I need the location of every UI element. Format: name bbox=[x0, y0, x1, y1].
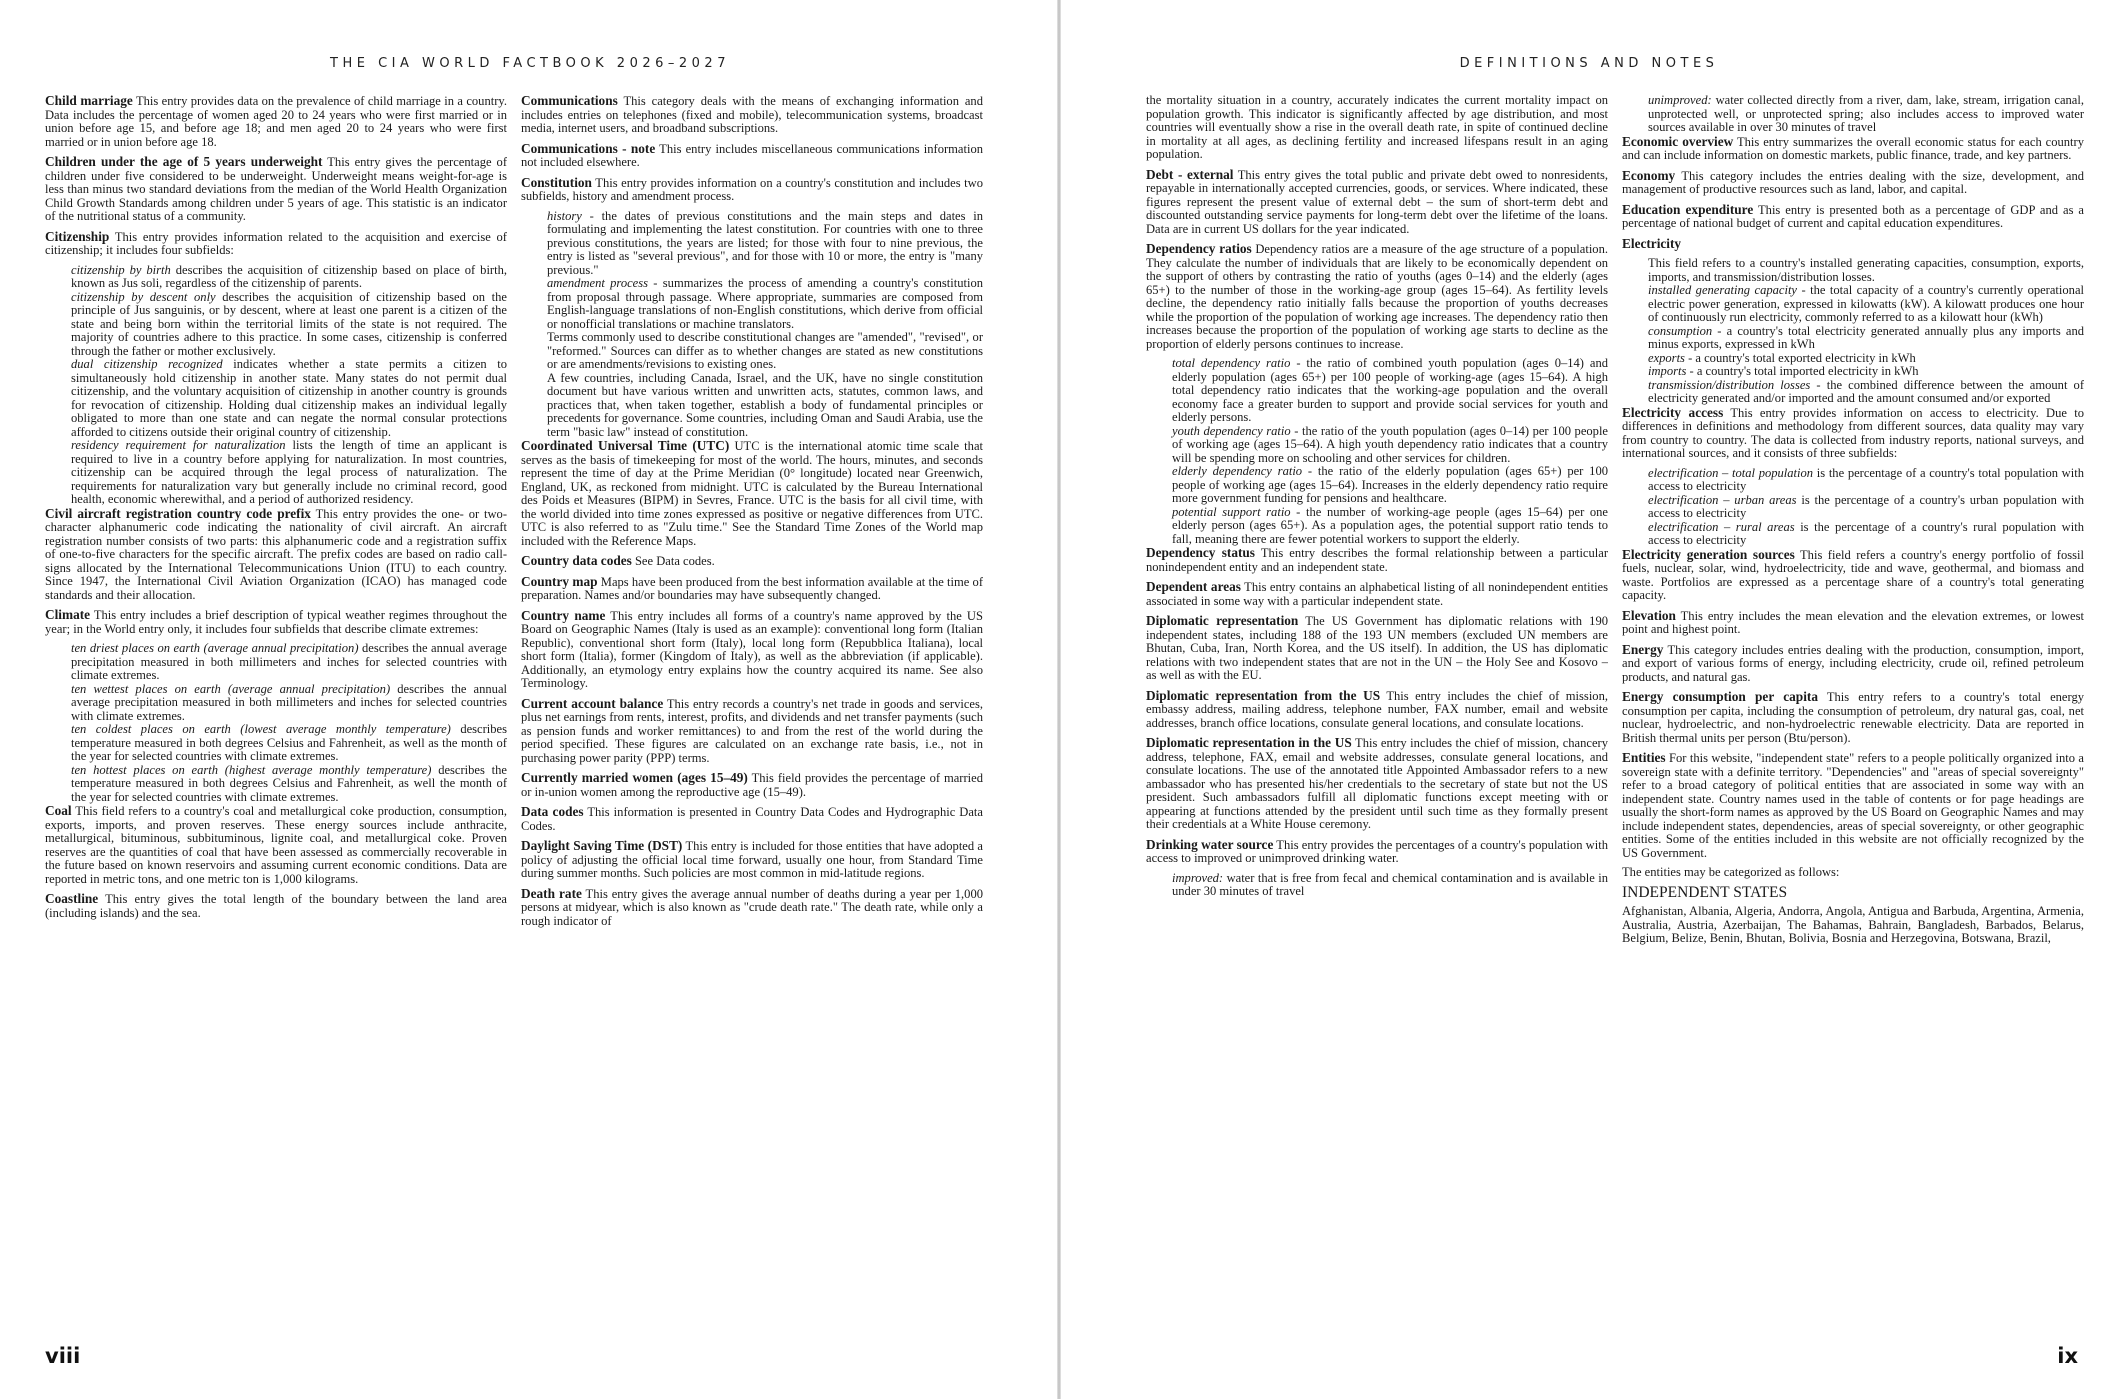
subfield-text: the ratio of combined youth population (ages 0–14) and elderly population (ages 65+) per 100 people of working-age (ages 15–64). A high total dependency ratio indicates that the working-age population and the overall economy face a greater burden to support and provide social services for youth and elderly persons. bbox=[1172, 356, 1608, 424]
glossary-entry bbox=[521, 887, 983, 929]
subfield-text: water collected directly from a river, dam, lake, stream, irrigation canal, unprotected well, or unprotected spring; also includes access to improved water sources available in over 30 minutes of travel bbox=[1648, 94, 2084, 134]
glossary-entry bbox=[1146, 546, 1608, 574]
subfield-definition bbox=[1648, 257, 2084, 284]
subfield-text: This field refers to a country's installed generating capacities, consumption, exports, imports, and transmission/distribution losses. bbox=[1648, 256, 2084, 284]
glossary-entry bbox=[1622, 203, 2084, 231]
entry-text: This entry is included for those entities that have adopted a policy of adjusting the official local time forward, usually one hour, from Standard Time during summer months. Such policies are most common in mid-latitude regions. bbox=[521, 839, 983, 880]
subfield-text: describes temperature measured in both degrees Celsius and Fahrenheit, as well as the month of the year for selected countries with climate extremes. bbox=[71, 722, 507, 763]
entry-term: Electricity generation sources bbox=[1622, 546, 1795, 562]
glossary-entry bbox=[1622, 169, 2084, 197]
glossary-entry bbox=[45, 507, 507, 603]
entry-text: This entry gives the average annual number of deaths during a year per 1,000 persons at midyear, which is also known as "crude death rate." The death rate, while only a rough indicator of bbox=[521, 886, 983, 928]
glossary-entry bbox=[45, 155, 507, 224]
entry-term: Citizenship bbox=[45, 228, 110, 244]
entry-term: Education expenditure bbox=[1622, 201, 1754, 217]
entry-text: This entry includes the chief of mission, embassy address, mailing address, telephone number, FAX number, email and website addresses, branch office locations, consulate general locations, and consulate locations. bbox=[1146, 688, 1608, 730]
entry-term: Elevation bbox=[1622, 607, 1676, 623]
subfield-definition bbox=[1648, 284, 2084, 325]
entry-text: This entry includes miscellaneous communications information not included elsewhere. bbox=[521, 141, 983, 169]
subfield-text: a country's total electricity generated annually plus any imports and minus exports, expressed in kWh bbox=[1648, 323, 2084, 351]
left-column-2 bbox=[521, 94, 983, 1334]
entry-term: Diplomatic representation in the US bbox=[1146, 735, 1352, 750]
section-heading: INDEPENDENT STATES bbox=[1622, 883, 1788, 901]
subfield-label: unimproved: bbox=[1648, 94, 1712, 107]
subfield-definition bbox=[547, 372, 983, 440]
right-column-1 bbox=[1146, 94, 1608, 1334]
subfield-label: youth dependency ratio - bbox=[1172, 423, 1299, 438]
entry-text: This entry gives the percentage of children under five considered to be underweight. Underweight means weight-for-age is less than minus two standard deviations from the median of the World Health Organization Child Growth Standards among children under 5 years of age. This statistic is an indicator of the nutritional status of a community. bbox=[45, 155, 507, 223]
subfield-definition bbox=[1648, 94, 2084, 135]
glossary-entry bbox=[1622, 135, 2084, 163]
subfield-definition bbox=[1172, 357, 1608, 425]
subfield-definition bbox=[547, 277, 983, 331]
entry-text: This entry includes all forms of a country's name approved by the US Board on Geographic Names (Italy is used as an example): conventional long form (Italian Republic), conventional short form (Italy), local long form (Repubblica Italiana), local short form (Italia), former (Kingdom of Italy), as well as the abbreviation (if applicable). Additionally, an etymology entry explains how the country acquired its name. See also Terminology. bbox=[521, 608, 983, 690]
glossary-entry bbox=[1622, 866, 2084, 880]
glossary-entry bbox=[45, 804, 507, 886]
subfield-label: citizenship by birth bbox=[71, 262, 171, 277]
entry-term: Debt - external bbox=[1146, 166, 1234, 182]
subfield-label: ten wettest places on earth (average annual precipitation) bbox=[71, 681, 391, 696]
entry-term: Energy consumption per capita bbox=[1622, 689, 1818, 704]
glossary-entry bbox=[521, 554, 983, 569]
page-number-left: viii bbox=[45, 1344, 81, 1368]
glossary-entry bbox=[45, 230, 507, 258]
entry-term: Child marriage bbox=[45, 94, 133, 108]
subfield-label: exports - bbox=[1648, 350, 1693, 365]
glossary-entry bbox=[521, 575, 983, 603]
entry-term: Civil aircraft registration country code prefix bbox=[45, 505, 311, 521]
subfield-label: consumption - bbox=[1648, 323, 1722, 338]
entry-text: This entry contains an alphabetical listing of all nonindependent entities associated in some way with a particular independent state. bbox=[1146, 580, 1608, 608]
subfield-definition bbox=[1648, 365, 2084, 379]
glossary-entry bbox=[521, 142, 983, 170]
subfield-text: describes the temperature measured in both degrees Celsius and Fahrenheit, as well the month of the year for selected countries with climate extremes. bbox=[71, 762, 507, 804]
subfield-text: is the percentage of a country's rural population with access to electricity bbox=[1648, 519, 2084, 547]
glossary-entry bbox=[1146, 614, 1608, 683]
glossary-entry bbox=[521, 439, 983, 548]
subfield-definition bbox=[1648, 325, 2084, 352]
entry-term: Dependency ratios bbox=[1146, 241, 1252, 256]
entry-text: This entry provides information on a country's constitution and includes two subfields, history and amendment process. bbox=[521, 175, 983, 203]
glossary-entry bbox=[1622, 690, 2084, 745]
subfield-definition bbox=[71, 264, 507, 291]
subfield-definition bbox=[1172, 465, 1608, 506]
entry-text: This category deals with the means of exchanging information and includes entries on telephones (fixed and mobile), telecommunication systems, broadcast media, internet users, and broadband subscriptions. bbox=[521, 94, 983, 135]
subfield-label: transmission/distribution losses - bbox=[1648, 377, 1821, 392]
entry-term: Economy bbox=[1622, 167, 1676, 183]
subfield-definition bbox=[547, 331, 983, 372]
glossary-entry bbox=[1622, 548, 2084, 603]
subfield-text: is the percentage of a country's total population with access to electricity bbox=[1648, 465, 2084, 493]
subfield-text: the ratio of the elderly population (ages 65+) per 100 people of working age (ages 15–64). Increases in the elderly dependency ratio require more government funding for pensions and healthcare. bbox=[1172, 464, 1608, 505]
entry-text: This entry provides information on access to electricity. Due to differences in definitions and methodology from different sources, data quality may vary from country to country. The data is collected from industry reports, national surveys, and international sources, and it consists of three subfields: bbox=[1622, 405, 2084, 460]
entry-text: This entry provides data on the prevalence of child marriage in a country. Data includes the percentage of women aged 20 to 24 years who were first married or in union before age 15, and before age 18; and men aged 20 to 24 years who were first married or in union before age 18. bbox=[45, 94, 507, 149]
entry-term: Country data codes bbox=[521, 553, 632, 568]
entry-term: Drinking water source bbox=[1146, 836, 1274, 852]
entry-text: This field refers to a country's coal and metallurgical coke production, consumption, exports, imports, and proven reserves. These energy sources include anthracite, metallurgical, bituminous, subbituminous, lignite coal, and metallurgical coke. Proven reserves are the quantities of coal that have been assessed as commercially recoverable in the future based on known reservoirs and assuming current economic conditions. Data are reported in metric tons, and one metric ton is 1,000 kilograms. bbox=[45, 804, 507, 886]
entry-term: Diplomatic representation from the US bbox=[1146, 687, 1381, 703]
subfield-label: imports - bbox=[1648, 364, 1694, 378]
entry-term: Electricity access bbox=[1622, 404, 1724, 420]
entry-text: This entry summarizes the overall economic status for each country and can include information on domestic markets, public finance, trade, and key partners. bbox=[1622, 134, 2084, 162]
entry-term: Climate bbox=[45, 607, 91, 622]
subfield-definition bbox=[71, 683, 507, 724]
subfield-text: indicates whether a state permits a citizen to simultaneously hold citizenship in another state. Many states do not permit dual citizenship, and the voluntary acquisition of citizenship in another country is grounds for revocation of citizenship. Holding dual citizenship makes an individual legally obligated to more than one state and can negate the normal consular protections afforded to citizens outside their original country of citizenship. bbox=[71, 357, 507, 439]
entry-term: Dependency status bbox=[1146, 545, 1255, 560]
page-number-right: ix bbox=[2057, 1344, 2078, 1368]
entry-text: See Data codes. bbox=[634, 554, 715, 568]
glossary-entry bbox=[1622, 609, 2084, 637]
entry-term: Electricity bbox=[1622, 235, 1682, 251]
running-head-left: THE CIA WORLD FACTBOOK 2026–2027 bbox=[330, 56, 730, 71]
subfield-definition bbox=[1172, 872, 1608, 899]
entry-term: Currently married women (ages 15–49) bbox=[521, 770, 748, 785]
entry-term: Communications bbox=[521, 94, 618, 108]
subfield-label: elderly dependency ratio - bbox=[1172, 464, 1313, 478]
entry-text: This entry provides information related to the acquisition and exercise of citizenship; it includes four subfields: bbox=[45, 229, 507, 257]
entry-text: This entry records a country's net trade in goods and services, plus net earnings from rents, interest, profits, and dividends and net transfer payments (such as pension funds and worker remittances) to and from the rest of the world during the period specified. These figures are calculated on an exchange rate basis, i.e., not in purchasing power parity (PPP) terms. bbox=[521, 696, 983, 765]
glossary-entry bbox=[45, 892, 507, 920]
entry-text: This entry provides the percentages of a country's population with access to improved or unimproved drinking water. bbox=[1146, 837, 1608, 865]
subfield-text: a country's total exported electricity in kWh bbox=[1695, 350, 1916, 365]
subfield-definition bbox=[1648, 467, 2084, 494]
glossary-entry bbox=[1622, 237, 2084, 252]
glossary-entry bbox=[521, 771, 983, 799]
glossary-entry bbox=[1146, 580, 1608, 608]
entry-text: This entry includes the chief of mission, chancery address, telephone, FAX, email and website addresses, consulate general locations, and consulate locations. The use of the annotated title Appointed Ambassador refers to a new ambassador who has presented his/her credentials to the secretary of state but not the US president. Such ambassadors fulfill all diplomatic functions except meeting with or appearing at functions attended by the president until such time as they formally present their credentials at a White House ceremony. bbox=[1146, 736, 1608, 831]
subfield-text: is the percentage of a country's urban population with access to electricity bbox=[1648, 492, 2084, 520]
subfield-label: history - bbox=[547, 208, 594, 223]
subfield-text: the dates of previous constitutions and the main steps and dates in formulating and implementing the latest constitution. For countries with one to three previous constitutions, the years are listed; for those with four to nine previous, the entry is listed as "several previous", and for those with 10 or more, the entry is "many previous." bbox=[547, 208, 983, 277]
entry-term: Coordinated Universal Time (UTC) bbox=[521, 438, 730, 453]
entry-term: Country name bbox=[521, 607, 606, 623]
entry-text: UTC is the international atomic time scale that serves as the basis of timekeeping for most of the world. The hours, minutes, and seconds represent the time of day at the Prime Meridian (0° longitude) located near Greenwich, England, UK, as reckoned from midnight. UTC is calculated by the Bureau International des Poids et Measures (BIPM) in Sevres, France. UTC is the basis for all civil time, with the world divided into time zones expressed as positive or negative differences from UTC. UTC is also referred to as "Zulu time." See the Standard Time Zones of the World map included with the Reference Maps. bbox=[521, 439, 983, 548]
entry-text: This entry gives the total length of the boundary between the land area (including islands) and the sea. bbox=[45, 892, 507, 920]
entry-text: This information is presented in Country Data Codes and Hydrographic Data Codes. bbox=[521, 805, 983, 833]
subfield-definition bbox=[1648, 521, 2084, 548]
subfield-label: citizenship by descent only bbox=[71, 289, 216, 304]
subfield-text: the total capacity of a country's currently operational electric power generation, expressed in kilowatts (kW). A kilowatt produces one hour of continuously run electricity, commonly referred to as a kilowatt hour (kWh) bbox=[1648, 283, 2084, 324]
glossary-entry bbox=[1622, 751, 2084, 860]
entry-term: Constitution bbox=[521, 174, 592, 190]
glossary-entry bbox=[521, 609, 983, 691]
entry-term: Coastline bbox=[45, 891, 99, 906]
entry-text: This entry provides the one- or two-character alphanumeric code indicating the nationality of civil aircraft. An aircraft registration number consists of two parts: this alphanumeric code and a registration suffix of one-to-five characters for the specific aircraft. The prefix codes are based on radio call-signs allocated by the International Telecommunications Union (ITU) to each country. Since 1947, the International Civil Aviation Organization (ICAO) has managed code standards and their allocation. bbox=[45, 506, 507, 602]
entry-term: Country map bbox=[521, 573, 598, 589]
subfield-definition bbox=[71, 358, 507, 439]
entry-text: For this website, "independent state" refers to a people politically organized into a sovereign state with a definite territory. "Dependencies" and "areas of special sovereignty" refer to a broad category of political entities that are associated in some way with an independent state. Country names used in the table of contents or for page headings are usually the short-form names as approved by the US Board on Geographic Names and may include independent states, dependencies, areas of special sovereignty, or other geographic entities. Some of the entities included in this website are not officially recognized by the US Government. bbox=[1622, 751, 2084, 860]
entry-text: This entry includes the mean elevation and the elevation extremes, or lowest point and highest point. bbox=[1622, 608, 2084, 636]
entry-text: This entry refers to a country's total energy consumption per capita, including the consumption of petroleum, dry natural gas, coal, net nuclear, hydroelectric, and non-hydroelectric renewable electricity. Data are reported in British thermal units per person (Btu/person). bbox=[1622, 690, 2084, 745]
entry-term: Energy bbox=[1622, 641, 1664, 657]
subfield-definition bbox=[71, 439, 507, 507]
subfield-definition bbox=[71, 723, 507, 764]
subfield-text: A few countries, including Canada, Israel, and the UK, have no single constitution document but have various written and unwritten acts, statutes, common laws, and practices that, when taken together, establish a body of fundamental principles or precedents for governance. Some countries, including Oman and Saudi Arabia, use the term "basic law" instead of constitution. bbox=[547, 370, 983, 439]
subfield-label: electrification – total population bbox=[1648, 465, 1814, 480]
entry-text: This category includes entries dealing with the production, consumption, import, and export of various forms of energy, including electricity, crude oil, refined petroleum products, and natural gas. bbox=[1622, 642, 2084, 684]
entry-text: Maps have been produced from the best information available at the time of preparation. Names and/or boundaries may have subsequently changed. bbox=[521, 574, 983, 602]
subfield-definition bbox=[71, 764, 507, 805]
glossary-entry bbox=[1146, 94, 1608, 162]
glossary-entry bbox=[1146, 242, 1608, 351]
subfield-definition bbox=[71, 642, 507, 683]
subfield-text: the ratio of the youth population (ages 0–14) per 100 people of working age (ages 15–64). A high youth dependency ratio indicates that a country will be spending more on schooling and other services for children. bbox=[1172, 423, 1608, 465]
entry-term: Economic overview bbox=[1622, 133, 1734, 149]
glossary-entry bbox=[1622, 643, 2084, 685]
glossary-entry bbox=[521, 697, 983, 766]
right-column-2 bbox=[1622, 94, 2084, 1334]
entry-text: the mortality situation in a country, accurately indicates the current mortality impact on population growth. This indicator is significantly affected by age distribution, and most countries will eventually show a rise in the overall death rate, in spite of continued decline in mortality at all ages, as declining fertility and increased lifespans result in an aging population. bbox=[1146, 94, 1608, 161]
entry-term: Dependent areas bbox=[1146, 579, 1241, 594]
entry-term: Current account balance bbox=[521, 695, 664, 711]
entry-text: This field provides the percentage of married or in-union women among the reproductive age (15–49). bbox=[521, 771, 983, 799]
entry-text: Dependency ratios are a measure of the age structure of a population. They calculate the number of individuals that are likely to be economically dependent on the support of others by contrasting the ratio of youths (ages 0–14) and the elderly (ages 65+) to the number of those in the working-age group (ages 15–64). As fertility levels decline, the dependency ratio initially falls because the proportion of youths decreases while the proportion of the population of working age increases. The dependency ratio then increases because the proportion of the population of working age starts to decline as the proportion of elderly persons continues to increase. bbox=[1146, 242, 1608, 351]
subfield-text: lists the length of time an applicant is required to live in a country before applying for naturalization. In most countries, citizenship can be acquired through the legal process of naturalization. The requirements for naturalization vary but generally include no criminal record, good health, economic wherewithal, and a period of authorized residency. bbox=[71, 438, 507, 506]
entry-text: This entry gives the total public and private debt owed to nonresidents, repayable in internationally accepted currencies, goods, or services. Where indicated, these figures represent the present value of external debt – the sum of short-term debt and discounted outstanding service payments for long-term debt over the lifetime of the loans. Data are in current US dollars for the year indicated. bbox=[1146, 167, 1608, 236]
glossary-entry bbox=[521, 176, 983, 204]
entry-text: Afghanistan, Albania, Algeria, Andorra, Angola, Antigua and Barbuda, Argentina, Armenia, Australia, Austria, Azerbaijan, The Bahamas, Bahrain, Bangladesh, Barbados, Belarus, Belgium, Belize, Benin, Bhutan, Bolivia, Bosnia and Herzegovina, Botswana, Brazil, bbox=[1622, 904, 2084, 945]
subfield-text: describes the annual average precipitation measured in both millimeters and inches for selected countries with climate extremes. bbox=[71, 641, 507, 682]
glossary-entry bbox=[521, 94, 983, 136]
subfield-definition bbox=[1172, 506, 1608, 547]
entry-text: This entry is presented both as a percentage of GDP and as a percentage of national budget of current and capital education expenditures. bbox=[1622, 202, 2084, 230]
subfield-label: dual citizenship recognized bbox=[71, 357, 223, 371]
subfield-definition bbox=[1648, 494, 2084, 521]
entry-text: The US Government has diplomatic relations with 190 independent states, including 188 of the 193 UN members (excluded UN members are Bhutan, Cuba, Iran, North Korea, and the US itself). In addition, the US has diplomatic relations with two independent states that are not in the UN – the Holy See and Kosovo – as well as with the EU. bbox=[1146, 614, 1608, 682]
subfield-text: the combined difference between the amount of electricity generated and/or imported and the amount consumed and/or exported bbox=[1648, 377, 2084, 405]
subfield-text: describes the acquisition of citizenship based on place of birth, known as Jus soli, regardless of the citizenship of parents. bbox=[71, 262, 507, 290]
entry-text: This category includes the entries dealing with the size, development, and management of productive resources such as land, labor, and capital. bbox=[1622, 168, 2084, 196]
subfield-label: electrification – urban areas bbox=[1648, 492, 1797, 507]
subfield-label: ten coldest places on earth (lowest average monthly temperature) bbox=[71, 722, 451, 736]
glossary-entry bbox=[45, 94, 507, 149]
right-page bbox=[1059, 0, 2118, 1399]
entry-term: Daylight Saving Time (DST) bbox=[521, 838, 683, 853]
glossary-entry bbox=[1146, 736, 1608, 832]
subfield-text: water that is free from fecal and chemical contamination and is available in under 30 minutes of travel bbox=[1172, 870, 1608, 898]
running-head-right: DEFINITIONS AND NOTES bbox=[1459, 56, 1719, 71]
subfield-label: electrification – rural areas bbox=[1648, 519, 1795, 534]
subfield-definition bbox=[1648, 352, 2084, 366]
subfield-text: the number of working-age people (ages 15–64) per one elderly person (ages 65+). As a population ages, the potential support ratio tends to fall, meaning there are fewer potential workers to support the elderly. bbox=[1172, 504, 1608, 546]
entry-term: Data codes bbox=[521, 804, 584, 819]
subfield-label: improved: bbox=[1172, 870, 1224, 885]
entry-text: This entry includes a brief description of typical weather regimes throughout the year; in the World entry only, it includes four subfields that describe climate extremes: bbox=[45, 608, 507, 636]
subfield-text: Terms commonly used to describe constitutional changes are "amended", "revised", or "reformed." Sources can differ as to whether changes are stated as new constitutions or are amendments/revisions to existing ones. bbox=[547, 330, 983, 371]
glossary-entry bbox=[1146, 168, 1608, 237]
entry-term: Communications - note bbox=[521, 140, 656, 156]
entry-term: Children under the age of 5 years underweight bbox=[45, 154, 323, 169]
subfield-text: a country's total imported electricity in kWh bbox=[1696, 364, 1919, 378]
glossary-entry bbox=[521, 839, 983, 881]
subfield-text: summarizes the process of amending a country's constitution from proposal through passage. Where appropriate, summaries are composed from English-language translations of non-English constitutions, which derive from official or nonofficial translations or machine translators. bbox=[547, 276, 983, 331]
subfield-label: total dependency ratio - bbox=[1172, 356, 1301, 370]
left-column-1 bbox=[45, 94, 507, 1334]
subfield-label: residency requirement for naturalization bbox=[71, 438, 286, 452]
entry-term: Diplomatic representation bbox=[1146, 613, 1299, 628]
entry-text: This entry describes the formal relationship between a particular nonindependent entity and an independent state. bbox=[1146, 546, 1608, 574]
subfield-label: installed generating capacity - bbox=[1648, 283, 1806, 297]
glossary-entry bbox=[1622, 406, 2084, 461]
subfield-definition bbox=[1172, 425, 1608, 466]
glossary-entry bbox=[1622, 905, 2084, 946]
entry-text: The entities may be categorized as follows: bbox=[1622, 865, 1840, 879]
subfield-definition bbox=[547, 210, 983, 278]
glossary-entry bbox=[1146, 689, 1608, 731]
subfield-text: describes the annual average precipitation measured in both millimeters and inches for selected countries with climate extremes. bbox=[71, 681, 507, 723]
entry-term: Death rate bbox=[521, 885, 582, 901]
subfield-text: describes the acquisition of citizenship based on the principle of Jus sanguinis, or by descent, where at least one parent is a citizen of the state and being born within the territorial limits of the state is not required. The majority of countries adhere to this practice. In some cases, citizenship is conferred through the father or mother exclusively. bbox=[71, 289, 507, 358]
glossary-entry bbox=[521, 805, 983, 833]
subfield-label: amendment process - bbox=[547, 276, 658, 290]
glossary-entry bbox=[1146, 838, 1608, 866]
subfield-label: ten hottest places on earth (highest average monthly temperature) bbox=[71, 762, 432, 777]
entry-term: Coal bbox=[45, 803, 72, 818]
subfield-definition bbox=[1648, 379, 2084, 406]
glossary-entry bbox=[45, 608, 507, 636]
subfield-label: ten driest places on earth (average annual precipitation) bbox=[71, 641, 359, 655]
subfield-definition bbox=[71, 291, 507, 359]
entry-text: This field refers a country's energy portfolio of fossil fuels, nuclear, solar, wind, hydroelectricity, tide and wave, geothermal, and biomass and waste. Portfolios are expressed as a percentage share of a country's total generating capacity. bbox=[1622, 547, 2084, 602]
entry-term: Entities bbox=[1622, 750, 1666, 765]
subfield-label: potential support ratio - bbox=[1172, 504, 1301, 519]
